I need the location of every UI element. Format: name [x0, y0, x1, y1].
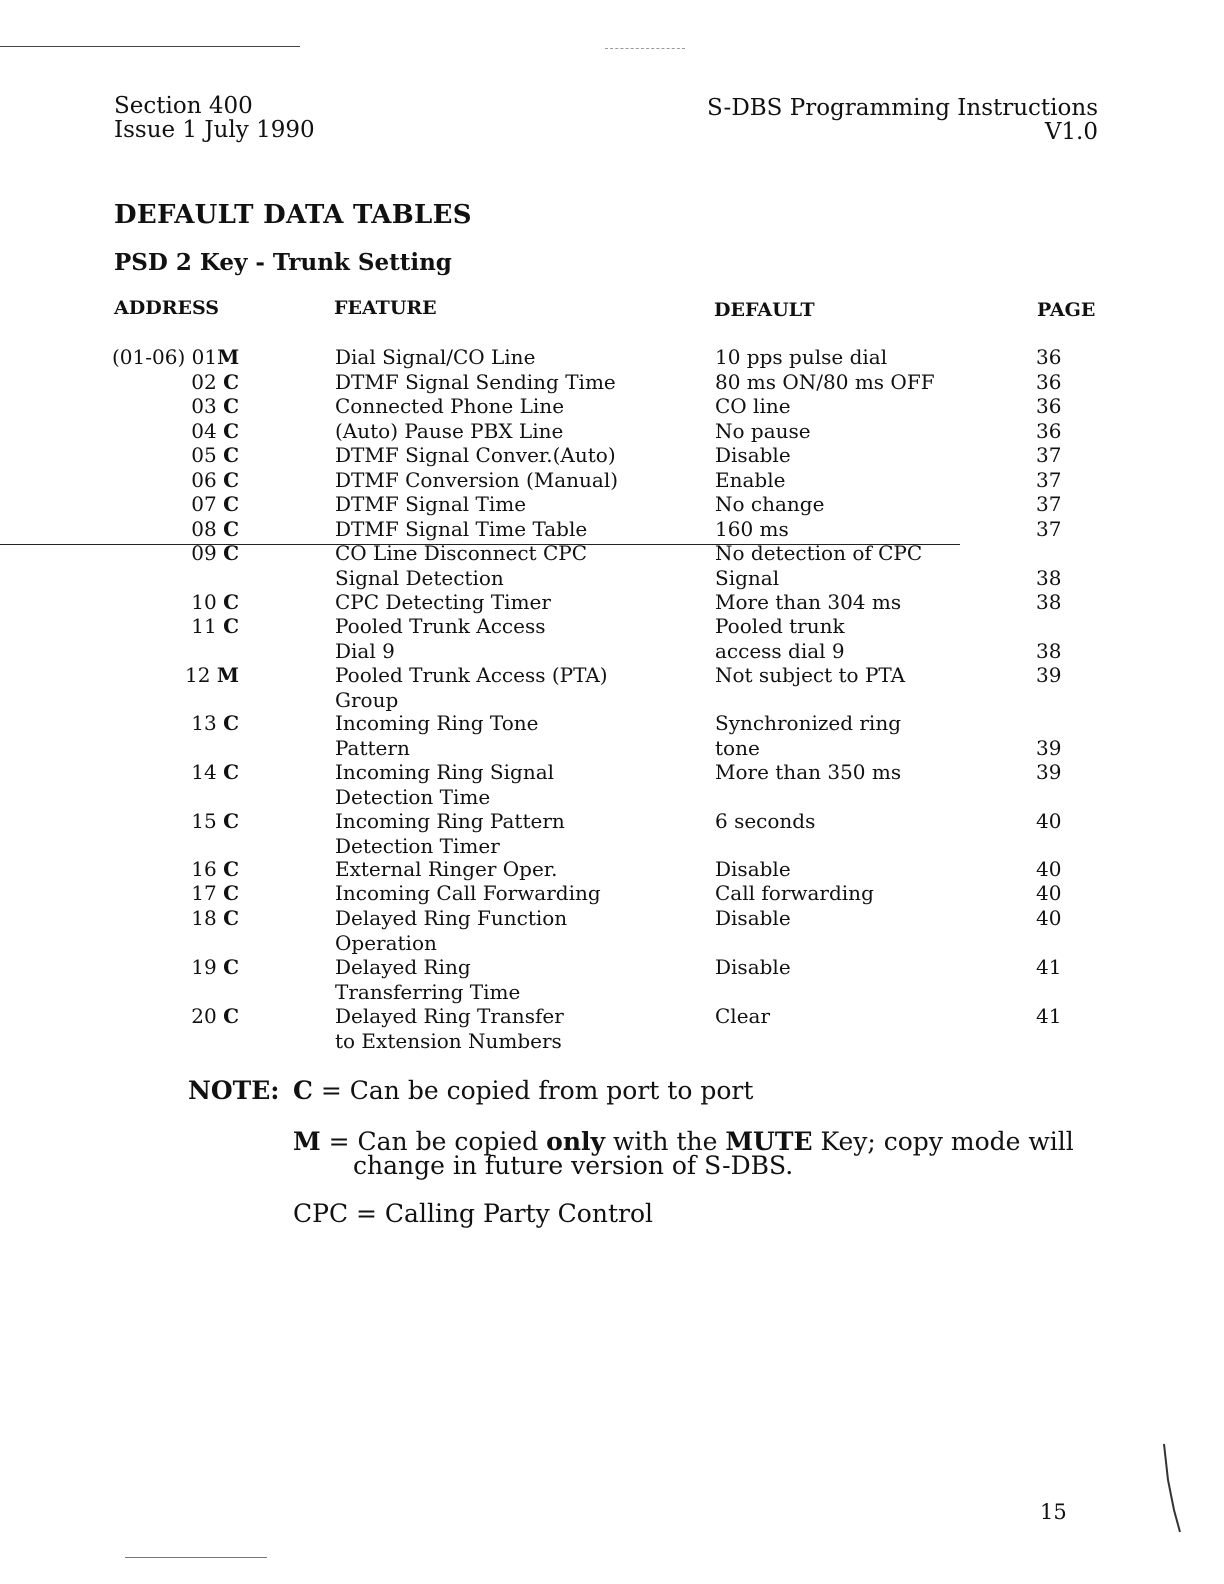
row-default-line: Synchronized ring: [715, 711, 902, 735]
row-default: [715, 468, 1015, 493]
row-address: [112, 419, 239, 444]
scan-horizontal-line: [0, 544, 960, 545]
row-default-line: 160 ms: [715, 517, 789, 541]
column-header-address: ADDRESS: [114, 297, 219, 319]
note-m-text: = Can be copied: [320, 1127, 547, 1156]
row-default: [715, 443, 1015, 468]
row-page: 38: [1036, 565, 1062, 590]
row-address-code: C: [223, 468, 239, 492]
row-address-code: C: [223, 857, 239, 881]
column-header-default: DEFAULT: [714, 299, 815, 321]
row-address: [112, 881, 239, 906]
row-page: 41: [1036, 955, 1062, 979]
row-default-line: Clear: [715, 1004, 771, 1028]
row-page: 39: [1036, 735, 1062, 760]
row-address-number: 16: [191, 857, 224, 881]
row-address-code: M: [216, 663, 239, 687]
note-m-only: only: [546, 1127, 606, 1156]
row-address: [112, 711, 239, 736]
row-default: [715, 663, 1015, 688]
row-default-line: Disable: [715, 906, 791, 930]
row-page: 36: [1036, 345, 1062, 369]
row-default: [715, 370, 1015, 395]
row-feature-line: Group: [335, 687, 399, 712]
row-address-code: C: [223, 394, 239, 418]
row-feature-line: External Ringer Oper.: [335, 857, 558, 881]
row-default-line: No detection of CPC: [715, 541, 923, 565]
row-default-line: Signal: [715, 565, 780, 590]
row-default: [715, 760, 1015, 785]
row-address-number: 18: [191, 906, 224, 930]
row-feature-line: Detection Time: [335, 784, 491, 809]
row-address-code: M: [217, 345, 240, 369]
row-address-code: C: [223, 809, 239, 833]
row-address: [112, 590, 239, 615]
row-default-line: No change: [715, 492, 825, 516]
row-page: 37: [1036, 468, 1062, 492]
note-c-line: [293, 1077, 753, 1104]
note-m-key: M: [293, 1127, 321, 1156]
row-default-line: Disable: [715, 443, 791, 467]
row-feature: [335, 468, 695, 493]
row-feature-line: DTMF Signal Sending Time: [335, 370, 616, 394]
row-default-line: Enable: [715, 468, 786, 492]
row-default: [715, 906, 1015, 931]
scan-mark: [1158, 1440, 1188, 1540]
row-page: 36: [1036, 394, 1062, 418]
row-feature-line: CO Line Disconnect CPC: [335, 541, 588, 565]
row-feature: [335, 955, 695, 1004]
row-default-line: 6 seconds: [715, 809, 816, 833]
row-page: 40: [1036, 906, 1062, 930]
row-page: 40: [1036, 857, 1062, 881]
column-header-page: PAGE: [1037, 299, 1096, 321]
row-feature-line: Signal Detection: [335, 565, 504, 590]
row-page: 36: [1036, 419, 1062, 443]
row-page: 38: [1036, 590, 1062, 614]
row-address-number: 07: [191, 492, 224, 516]
row-address-code: C: [223, 517, 239, 541]
row-address-number: 11: [191, 614, 224, 638]
column-header-feature: FEATURE: [334, 297, 437, 319]
row-default: [715, 517, 1015, 542]
row-feature-line: Incoming Call Forwarding: [335, 881, 601, 905]
row-default-line: Call forwarding: [715, 881, 874, 905]
row-default-line: More than 304 ms: [715, 590, 902, 614]
header-right: [707, 96, 1098, 144]
row-address-number: 06: [191, 468, 224, 492]
row-default: [715, 394, 1015, 419]
row-address: [112, 1004, 239, 1029]
row-feature: [335, 394, 695, 419]
row-address-number: 14: [191, 760, 224, 784]
row-address: [112, 614, 239, 639]
row-default: [715, 881, 1015, 906]
row-address-number: 20: [191, 1004, 224, 1028]
row-feature: [335, 1004, 695, 1053]
row-feature: [335, 809, 695, 858]
note-c-key: C: [293, 1076, 313, 1105]
row-feature: [335, 760, 695, 809]
row-address: [112, 857, 239, 882]
row-default-line: tone: [715, 735, 760, 760]
row-feature-line: DTMF Conversion (Manual): [335, 468, 619, 492]
row-feature-line: Pooled Trunk Access: [335, 614, 546, 638]
note-c-text: = Can be copied from port to port: [312, 1076, 754, 1105]
header-left: [114, 94, 315, 142]
note-m-mute: MUTE: [725, 1127, 813, 1156]
row-default-line: CO line: [715, 394, 791, 418]
row-default: [715, 541, 1015, 590]
note-m-text-2: with the: [605, 1127, 726, 1156]
row-address: [112, 517, 239, 542]
row-address-number: 02: [191, 370, 224, 394]
row-default-line: More than 350 ms: [715, 760, 902, 784]
row-address: [112, 370, 239, 395]
row-default: [715, 345, 1015, 370]
row-address: [112, 809, 239, 834]
row-feature: [335, 492, 695, 517]
row-feature-line: Dial Signal/CO Line: [335, 345, 536, 369]
row-page: 40: [1036, 809, 1062, 833]
note-cpc-line: CPC = Calling Party Control: [293, 1199, 653, 1228]
row-address-code: C: [223, 711, 239, 735]
row-address: [112, 663, 239, 688]
row-page: 38: [1036, 638, 1062, 663]
row-default-line: Disable: [715, 857, 791, 881]
row-feature: [335, 906, 695, 955]
row-address-number: 08: [191, 517, 224, 541]
row-page: 39: [1036, 760, 1062, 784]
row-default: [715, 1004, 1015, 1029]
row-address-code: C: [223, 370, 239, 394]
row-address-code: C: [223, 614, 239, 638]
row-feature: [335, 857, 695, 882]
row-feature-line: Transferring Time: [335, 979, 521, 1004]
row-address-code: C: [223, 1004, 239, 1028]
row-address-code: C: [223, 541, 239, 565]
row-feature-line: DTMF Signal Conver.(Auto): [335, 443, 616, 467]
row-page: 39: [1036, 663, 1062, 687]
version-label: V1.0: [1044, 119, 1098, 145]
row-default-line: 80 ms ON/80 ms OFF: [715, 370, 935, 394]
row-address-number: 12: [185, 663, 217, 687]
section-label: Section 400: [114, 93, 253, 119]
row-feature: [335, 881, 695, 906]
row-feature-line: DTMF Signal Time Table: [335, 517, 588, 541]
row-feature-line: Incoming Ring Signal: [335, 760, 555, 784]
row-page: 41: [1036, 1004, 1062, 1028]
row-feature: [335, 517, 695, 542]
row-address-number: 09: [191, 541, 224, 565]
row-page: 37: [1036, 492, 1062, 516]
row-default: [715, 857, 1015, 882]
row-address-number: 04: [191, 419, 224, 443]
row-address: [112, 492, 239, 517]
row-address: [112, 394, 239, 419]
row-address-code: C: [223, 590, 239, 614]
row-address-code: C: [223, 881, 239, 905]
row-address: [112, 468, 239, 493]
row-default-line: Not subject to PTA: [715, 663, 906, 687]
row-address: [112, 443, 239, 468]
scan-blue-line: [125, 1557, 267, 1558]
row-address-code: C: [223, 443, 239, 467]
row-address-code: C: [223, 492, 239, 516]
row-address-code: C: [223, 419, 239, 443]
row-address-number: (01-06) 01: [112, 345, 218, 369]
row-feature-line: Incoming Ring Tone: [335, 711, 539, 735]
row-address-code: C: [223, 955, 239, 979]
row-feature-line: Delayed Ring: [335, 955, 471, 979]
row-address-number: 05: [191, 443, 224, 467]
row-address-code: C: [223, 906, 239, 930]
row-default-line: Pooled trunk: [715, 614, 845, 638]
row-feature-line: Detection Timer: [335, 833, 500, 858]
table-subtitle: PSD 2 Key - Trunk Setting: [114, 249, 452, 276]
row-address-code: C: [223, 760, 239, 784]
row-feature-line: Delayed Ring Function: [335, 906, 568, 930]
row-feature-line: Pattern: [335, 735, 410, 760]
row-default-line: 10 pps pulse dial: [715, 345, 888, 369]
row-feature-line: Pooled Trunk Access (PTA): [335, 663, 608, 687]
issue-label: Issue 1 July 1990: [114, 117, 315, 143]
row-default: [715, 419, 1015, 444]
row-address-number: 10: [191, 590, 224, 614]
page-number: 15: [1040, 1500, 1067, 1524]
row-address-number: 19: [191, 955, 224, 979]
row-feature-line: Connected Phone Line: [335, 394, 565, 418]
row-feature-line: CPC Detecting Timer: [335, 590, 551, 614]
note-m-text-3: Key; copy mode will: [812, 1127, 1074, 1156]
row-default: [715, 711, 1015, 760]
row-feature-line: (Auto) Pause PBX Line: [335, 419, 564, 443]
note-label: NOTE:: [188, 1076, 280, 1105]
row-default: [715, 955, 1015, 980]
row-default: [715, 492, 1015, 517]
row-address-number: 17: [191, 881, 224, 905]
row-address: [112, 760, 239, 785]
row-feature: [335, 541, 695, 590]
row-page: 37: [1036, 443, 1062, 467]
row-feature: [335, 345, 695, 370]
row-feature-line: Incoming Ring Pattern: [335, 809, 565, 833]
row-feature: [335, 614, 695, 663]
row-feature: [335, 370, 695, 395]
row-page: 37: [1036, 517, 1062, 541]
document-title: S-DBS Programming Instructions: [706, 95, 1098, 121]
row-feature-line: Delayed Ring Transfer: [335, 1004, 564, 1028]
row-feature-line: Dial 9: [335, 638, 395, 663]
row-feature: [335, 711, 695, 760]
row-default-line: No pause: [715, 419, 811, 443]
row-feature: [335, 443, 695, 468]
note-m-line-2: change in future version of S-DBS.: [353, 1151, 794, 1180]
row-address-number: 03: [191, 394, 224, 418]
row-default: [715, 809, 1015, 834]
row-default-line: access dial 9: [715, 638, 845, 663]
row-feature-line: to Extension Numbers: [335, 1028, 562, 1053]
row-feature-line: Operation: [335, 930, 437, 955]
page-title: DEFAULT DATA TABLES: [114, 200, 472, 230]
row-feature-line: DTMF Signal Time: [335, 492, 527, 516]
row-page: 36: [1036, 370, 1062, 394]
row-address-number: 13: [191, 711, 224, 735]
row-feature: [335, 663, 695, 712]
row-default-line: Disable: [715, 955, 791, 979]
row-address: [112, 906, 239, 931]
row-page: 40: [1036, 881, 1062, 905]
row-feature: [335, 419, 695, 444]
row-address-number: 15: [191, 809, 224, 833]
row-default: [715, 590, 1015, 615]
scan-top-rule: [0, 46, 300, 47]
row-address: [112, 345, 239, 370]
row-feature: [335, 590, 695, 615]
row-address: [112, 955, 239, 980]
scan-top-rule-2: [605, 48, 685, 49]
row-default: [715, 614, 1015, 663]
